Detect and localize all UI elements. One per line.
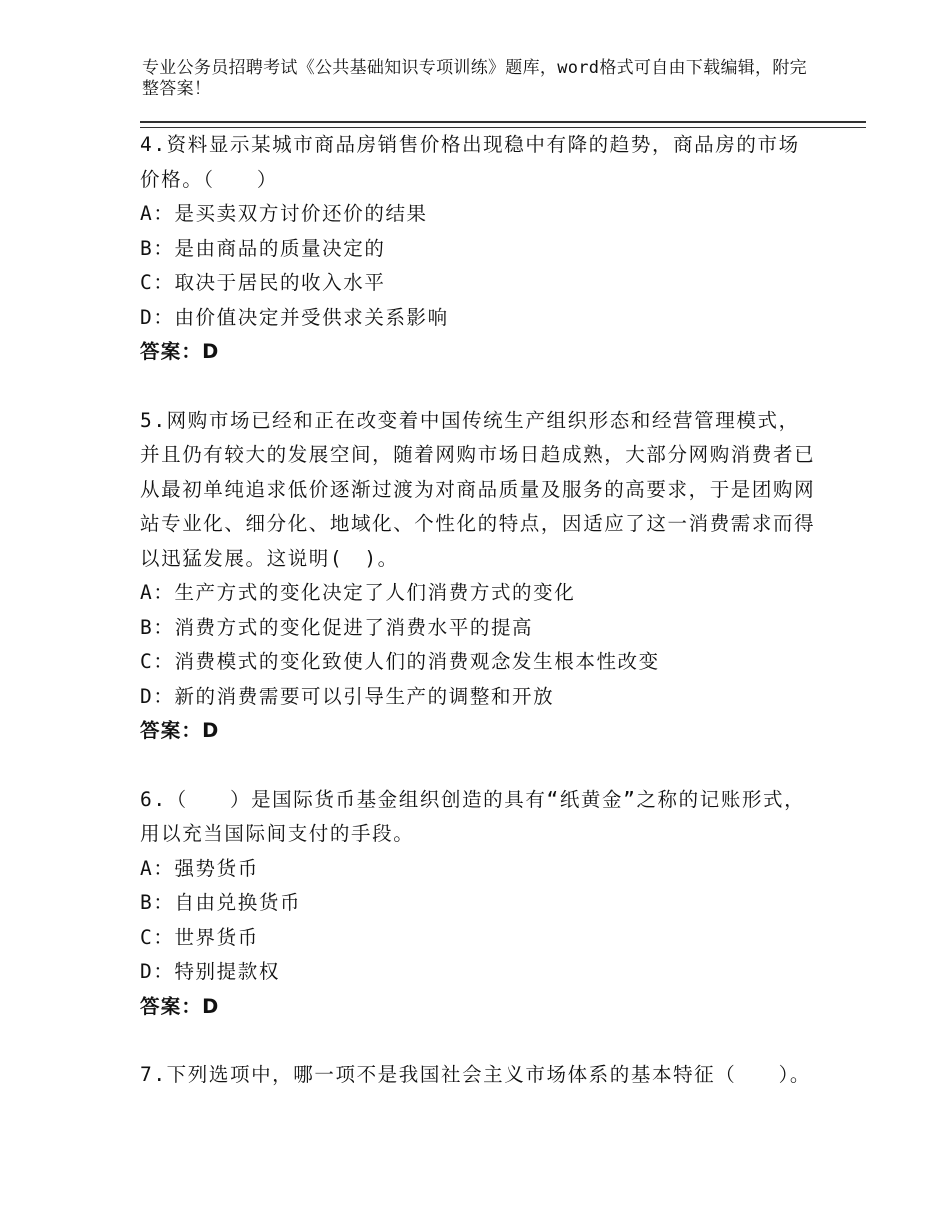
option-d: D：由价值决定并受供求关系影响 bbox=[140, 305, 449, 329]
option-b: B：自由兑换货币 bbox=[140, 891, 302, 914]
option-a: A：是买卖双方讨价还价的结果 bbox=[140, 202, 428, 225]
question-stem: 4.资料显示某城市商品房销售价格出现稳中有降的趋势，商品房的市场价格。（ ） bbox=[140, 133, 800, 191]
option-d: D：新的消费需要可以引导生产的调整和开放 bbox=[140, 684, 555, 708]
question-stem: 5.网购市场已经和正在改变着中国传统生产组织形态和经营管理模式，并且仍有较大的发展空间，随着网购市场日趋成熟，大部分网购消费者已从最初单纯追求低价逐渐过渡为对商品质量及服务的高要求，于是团购网站专业化、细分化、地域化、个性化的特点，因适应了这一消费需求而得以迅猛发展。这说明( )。 bbox=[140, 408, 816, 570]
question-5 bbox=[140, 404, 820, 749]
document-header: 专业公务员招聘考试《公共基础知识专项训练》题库，word格式可自由下载编辑，附完整答案！ bbox=[142, 58, 807, 99]
option-c: C：取决于居民的收入水平 bbox=[140, 271, 386, 294]
option-c: C：消费模式的变化致使人们的消费观念发生根本性改变 bbox=[140, 650, 660, 673]
header-divider bbox=[140, 121, 866, 128]
question-4 bbox=[140, 128, 820, 370]
answer-line: 答案：D bbox=[140, 994, 220, 1018]
option-b: B：是由商品的质量决定的 bbox=[140, 236, 386, 260]
question-stem: 7.下列选项中，哪一项不是我国社会主义市场体系的基本特征（ ）。 bbox=[140, 1063, 812, 1086]
question-7 bbox=[140, 1058, 820, 1093]
question-list bbox=[140, 128, 820, 1127]
question-stem: 6.（ ）是国际货币基金组织创造的具有“纸黄金”之称的记账形式，用以充当国际间支付的手段。 bbox=[140, 787, 806, 845]
option-b: B：消费方式的变化促进了消费水平的提高 bbox=[140, 615, 534, 639]
option-c: C：世界货币 bbox=[140, 925, 259, 949]
option-a: A：强势货币 bbox=[140, 856, 259, 880]
answer-line: 答案：D bbox=[140, 719, 220, 742]
question-6 bbox=[140, 783, 820, 1025]
option-d: D：特别提款权 bbox=[140, 960, 280, 983]
option-a: A：生产方式的变化决定了人们消费方式的变化 bbox=[140, 581, 576, 604]
answer-line: 答案：D bbox=[140, 340, 220, 363]
